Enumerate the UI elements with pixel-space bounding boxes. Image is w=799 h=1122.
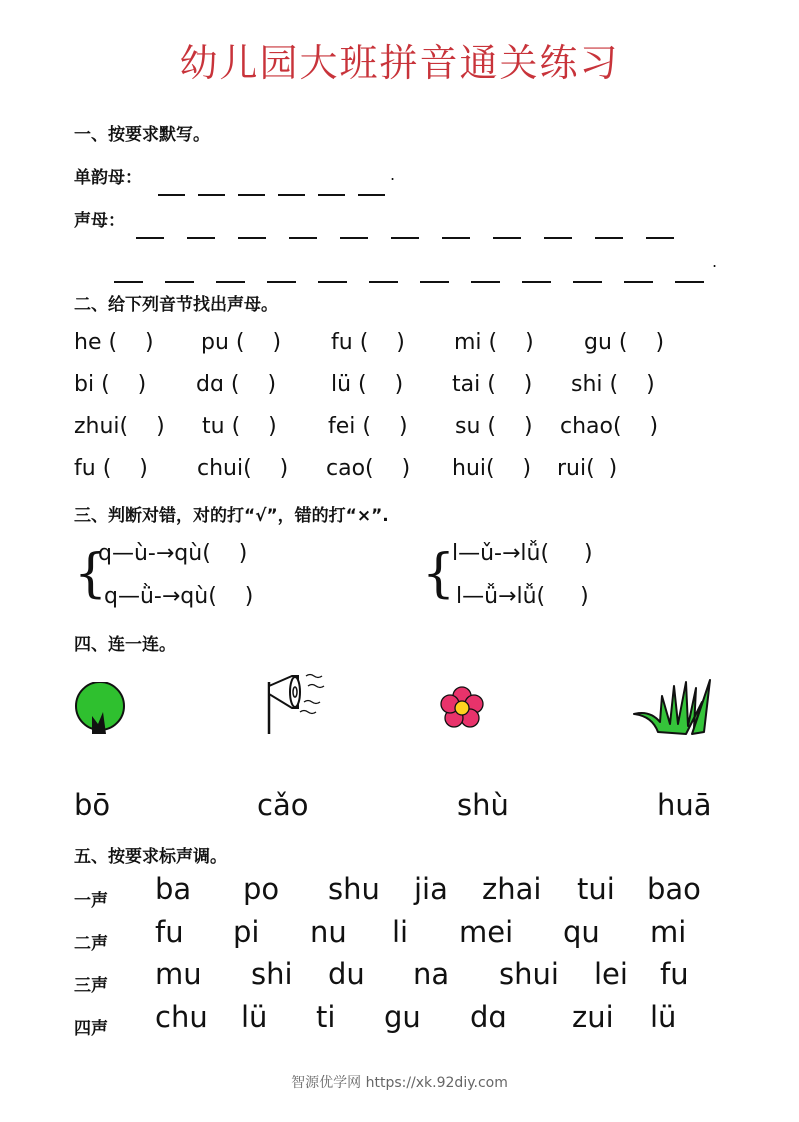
- tone-word: lei: [594, 957, 628, 991]
- syllable-item: shi ( ): [571, 372, 655, 397]
- initials-end-mark: .: [712, 252, 718, 271]
- match-word: huā: [657, 788, 712, 822]
- syllable-text: fu: [74, 456, 96, 481]
- tone-word: li: [392, 915, 409, 949]
- syllable-item: fu ( ): [331, 330, 405, 355]
- right-brace: {: [422, 544, 456, 604]
- page-title: 幼儿园大班拼音通关练习: [179, 41, 620, 85]
- section-1-heading: 一、按要求默写。: [74, 125, 210, 145]
- tone-word: du: [328, 957, 365, 991]
- syllable-item: mi ( ): [454, 330, 534, 355]
- flower-icon: [438, 686, 486, 730]
- tone-word: nu: [310, 915, 347, 949]
- tone-word: zhai: [482, 872, 542, 906]
- tone-word: gu: [384, 1000, 421, 1034]
- judge-text: l—ǔ-→lǚ(: [452, 541, 550, 566]
- syllable-text: lü: [331, 372, 352, 397]
- left-brace: {: [74, 544, 108, 604]
- syllable-item: lü ( ): [331, 372, 404, 397]
- tone-label: 一声: [74, 891, 108, 911]
- match-word: bō: [74, 788, 111, 822]
- match-word: cǎo: [257, 788, 309, 822]
- tone-label: 三声: [74, 976, 108, 996]
- tone-word: chu: [155, 1000, 208, 1034]
- syllable-item: tai ( ): [452, 372, 533, 397]
- syllable-item: chao( ): [560, 414, 659, 439]
- syllable-text: tai: [452, 372, 481, 397]
- vowels-end-mark: .: [390, 165, 396, 184]
- section-4-heading: 四、连一连。: [74, 635, 176, 655]
- section-3-heading: 三、判断对错，对的打“√”，错的打“×”.: [74, 506, 389, 526]
- judge-text: q—ù-→qù(: [98, 541, 211, 566]
- syllable-text: hui: [452, 456, 486, 481]
- syllable-text: rui: [557, 456, 587, 481]
- syllable-item: chui( ): [197, 456, 289, 481]
- syllable-item: pu ( ): [201, 330, 282, 355]
- tone-word: na: [413, 957, 450, 991]
- tone-word: fu: [660, 957, 689, 991]
- syllable-item: gu ( ): [584, 330, 665, 355]
- syllable-text: zhui: [74, 414, 120, 439]
- tone-word: lü: [241, 1000, 268, 1034]
- syllable-item: bi ( ): [74, 372, 147, 397]
- judge-close: ): [580, 584, 589, 609]
- tone-word: po: [243, 872, 280, 906]
- judge-item: [104, 584, 253, 609]
- tone-word: dɑ: [470, 1000, 507, 1034]
- syllable-item: tu ( ): [202, 414, 277, 439]
- syllable-item: hui( ): [452, 456, 532, 481]
- syllable-text: tu: [202, 414, 225, 439]
- tone-word: tui: [577, 872, 615, 906]
- syllable-item: he ( ): [74, 330, 154, 355]
- syllable-text: he: [74, 330, 102, 355]
- tone-word: ti: [316, 1000, 336, 1034]
- syllable-text: fu: [331, 330, 353, 355]
- tone-word: shi: [251, 957, 293, 991]
- tone-word: shu: [328, 872, 380, 906]
- judge-close: ): [238, 541, 248, 566]
- syllable-text: pu: [201, 330, 229, 355]
- judge-item: [452, 541, 593, 566]
- tone-word: jia: [414, 872, 448, 906]
- judge-text: l—ǚ→lǚ(: [456, 584, 546, 609]
- tone-word: shui: [499, 957, 559, 991]
- syllable-item: zhui( ): [74, 414, 165, 439]
- tone-word: ba: [155, 872, 192, 906]
- judge-close: ): [244, 584, 254, 609]
- syllable-text: dɑ: [196, 372, 224, 397]
- tone-word: bao: [647, 872, 701, 906]
- initials-blanks-row1: [136, 224, 674, 243]
- tone-label: 四声: [74, 1019, 108, 1039]
- syllable-text: chao: [560, 414, 613, 439]
- syllable-text: gu: [584, 330, 612, 355]
- tone-word: zui: [572, 1000, 614, 1034]
- initials-blanks-row2: [114, 268, 704, 287]
- syllable-item: cao( ): [326, 456, 411, 481]
- tree-icon: [72, 682, 128, 738]
- judge-text: q—ǜ-→qù(: [104, 584, 217, 609]
- tone-word: lü: [650, 1000, 677, 1034]
- initials-label: 声母：: [74, 211, 125, 231]
- section-5-heading: 五、按要求标声调。: [74, 847, 227, 867]
- syllable-text: fei: [328, 414, 356, 439]
- syllable-text: bi: [74, 372, 95, 397]
- syllable-text: chui: [197, 456, 244, 481]
- footer-watermark: 智源优学网 https://xk.92diy.com: [291, 1075, 508, 1091]
- syllable-item: rui( ): [557, 456, 618, 481]
- judge-close: ): [584, 541, 593, 566]
- syllable-text: mi: [454, 330, 482, 355]
- loudspeaker-icon: [262, 668, 328, 736]
- syllable-text: shi: [571, 372, 603, 397]
- tone-word: mei: [459, 915, 514, 949]
- tone-word: fu: [155, 915, 184, 949]
- vowels-blanks: [158, 181, 385, 200]
- tone-word: mu: [155, 957, 202, 991]
- syllable-item: su ( ): [455, 414, 533, 439]
- judge-item: [98, 541, 247, 566]
- match-word: shù: [457, 788, 509, 822]
- section-2-heading: 二、给下列音节找出声母。: [74, 295, 278, 315]
- syllable-item: fu ( ): [74, 456, 148, 481]
- tone-word: pi: [233, 915, 260, 949]
- vowels-label: 单韵母：: [74, 168, 142, 188]
- tone-word: qu: [563, 915, 600, 949]
- syllable-text: cao: [326, 456, 366, 481]
- grass-icon: [630, 676, 714, 736]
- syllable-item: fei ( ): [328, 414, 408, 439]
- syllable-item: dɑ ( ): [196, 372, 277, 397]
- judge-item: [456, 584, 589, 609]
- tone-label: 二声: [74, 934, 108, 954]
- tone-word: mi: [650, 915, 687, 949]
- syllable-text: su: [455, 414, 481, 439]
